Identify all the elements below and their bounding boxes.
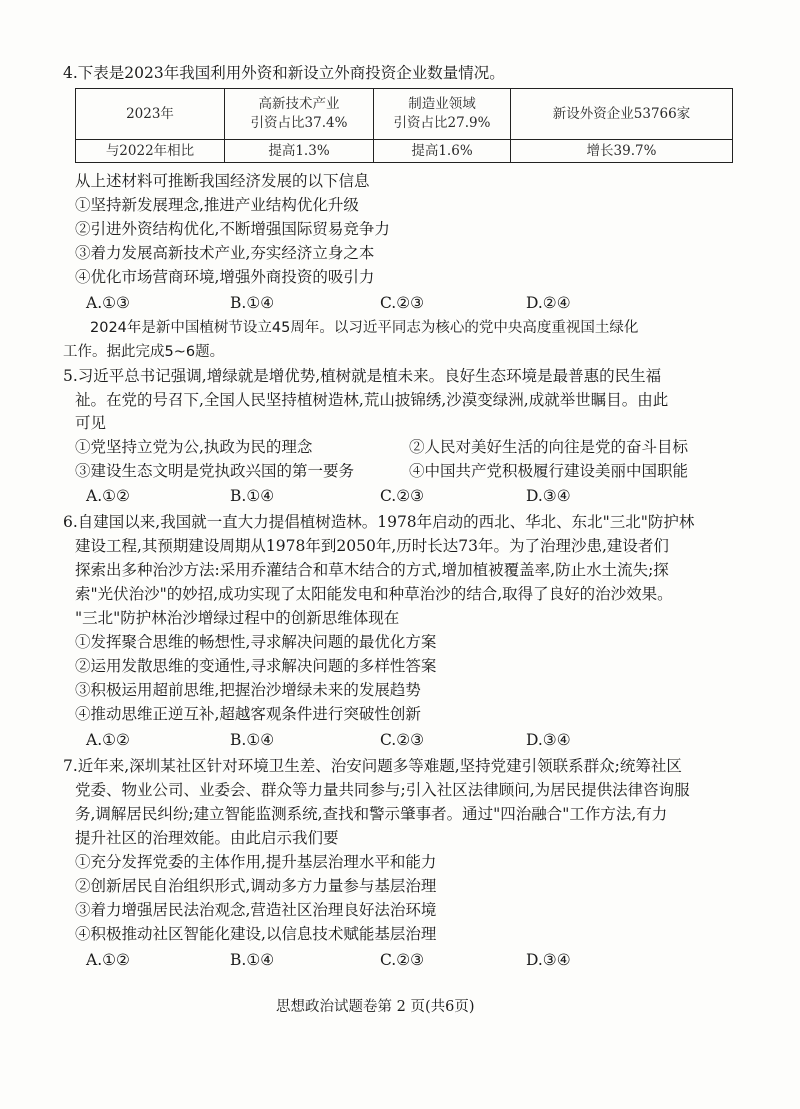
q6-item-4: ④推动思维正逆互补,超越客观条件进行突破性创新 [75,705,421,723]
q7-option-b[interactable]: B.①④ [230,951,275,969]
q6-line-4: 索"光伏治沙"的妙招,成功实现了太阳能发电和种草治沙的结合,取得了良好的治沙效果。 [75,585,673,603]
q6-option-a[interactable]: A.①② [86,731,130,749]
table-header-manufacturing [374,89,511,140]
q7-line-1: 7.近年来,深圳某社区针对环境卫生差、治安问题多等难题,坚持党建引领联系群众;统筹社区 [63,757,682,775]
q6-option-d[interactable]: D.③④ [526,731,571,749]
table-cell-manufacturing-change: 提高1.6% [374,140,511,163]
table-cell-new-firms-change: 增长39.7% [511,140,733,163]
q6-option-c[interactable]: C.②③ [380,731,425,749]
q7-option-d[interactable]: D.③④ [526,951,571,969]
q4-item-1: ①坚持新发展理念,推进产业结构优化升级 [75,196,359,214]
q6-line-5: "三北"防护林治沙增绿过程中的创新思维体现在 [75,609,400,627]
q5-option-a[interactable]: A.①② [86,487,130,505]
table-header-hightech [225,89,374,140]
manufacturing-label: 制造业领域 [408,96,476,112]
q7-item-3: ③着力增强居民法治观念,营造社区治理良好法治环境 [75,901,437,919]
q5-item-4: ④中国共产党积极履行建设美丽中国职能 [409,462,689,480]
q7-line-4: 提升社区的治理效能。由此启示我们要 [75,829,339,847]
q4-option-a[interactable]: A.①③ [86,294,130,312]
q5-option-d[interactable]: D.③④ [526,487,571,505]
q5-item-1: ①党坚持立党为公,执政为民的理念 [75,438,313,456]
q4-question: 从上述材料可推断我国经济发展的以下信息 [75,172,370,190]
q7-item-4: ④积极推动社区智能化建设,以信息技术赋能基层治理 [75,925,437,943]
q6-line-1: 6.自建国以来,我国就一直大力提倡植树造林。1978年启动的西北、华北、东北"三北"防护林 [63,513,695,531]
intro-line-2: 工作。据此完成5~6题。 [63,344,225,360]
q5-option-b[interactable]: B.①④ [230,487,275,505]
q7-line-3: 务,调解居民纠纷;建立智能监测系统,查找和警示肇事者。通过"四治融合"工作方法,有力 [75,805,668,823]
q5-items-row-1 [75,437,689,457]
q4-option-d[interactable]: D.②④ [526,294,571,312]
hightech-share: 引资占比37.4% [250,115,348,131]
q6-item-3: ③积极运用超前思维,把握治沙增绿未来的发展趋势 [75,681,421,699]
intro-line-1: 2024年是新中国植树节设立45周年。以习近平同志为核心的党中央高度重视国土绿化 [90,320,639,336]
q4-stem: 4.下表是2023年我国利用外资和新设立外商投资企业数量情况。 [63,64,505,82]
q6-item-1: ①发挥聚合思维的畅想性,寻求解决问题的最优化方案 [75,633,437,651]
q5-item-2: ②人民对美好生活的向往是党的奋斗目标 [409,438,689,456]
q4-option-c[interactable]: C.②③ [380,294,425,312]
q6-line-3: 探索出多种治沙方法:采用乔灌结合和草木结合的方式,增加植被覆盖率,防止水土流失;探 [75,561,669,579]
q5-option-c[interactable]: C.②③ [380,487,425,505]
table-header-new-firms: 新设外资企业53766家 [511,89,733,140]
manufacturing-share: 引资占比27.9% [393,115,491,131]
q6-option-b[interactable]: B.①④ [230,731,275,749]
q4-option-b[interactable]: B.①④ [230,294,275,312]
q4-item-3: ③着力发展高新技术产业,夯实经济立身之本 [75,244,375,262]
q7-item-2: ②创新居民自治组织形式,调动多方力量参与基层治理 [75,877,437,895]
table-header-year: 2023年 [76,89,225,140]
q5-line-1: 5.习近平总书记强调,增绿就是增优势,植树就是植未来。良好生态环境是最普惠的民生福 [63,367,662,385]
page-footer: 思想政治试题卷第 2 页(共6页) [276,999,475,1015]
q4-item-4: ④优化市场营商环境,增强外商投资的吸引力 [75,268,375,286]
q7-line-2: 党委、物业公司、业委会、群众等力量共同参与;引入社区法律顾问,为居民提供法律咨询服 [75,781,690,799]
q6-line-2: 建设工程,其预期建设周期从1978年到2050年,历时长达73年。为了治理沙患,建设者们 [75,537,669,555]
q7-option-c[interactable]: C.②③ [380,951,425,969]
q4-table [75,88,733,163]
q5-item-3: ③建设生态文明是党执政兴国的第一要务 [75,462,355,480]
q6-item-2: ②运用发散思维的变通性,寻求解决问题的多样性答案 [75,657,437,675]
table-cell-compare: 与2022年相比 [76,140,225,163]
q4-item-2: ②引进外资结构优化,不断增强国际贸易竞争力 [75,220,390,238]
q5-items-row-2 [75,461,689,481]
q7-item-1: ①充分发挥党委的主体作用,提升基层治理水平和能力 [75,853,437,871]
table-cell-hightech-change: 提高1.3% [225,140,374,163]
q5-line-2: 祉。在党的号召下,全国人民坚持植树造林,荒山披锦绣,沙漠变绿洲,成就举世瞩目。由此 [75,391,669,409]
q5-line-3: 可见 [75,414,107,432]
q7-option-a[interactable]: A.①② [86,951,130,969]
hightech-label: 高新技术产业 [258,96,340,112]
